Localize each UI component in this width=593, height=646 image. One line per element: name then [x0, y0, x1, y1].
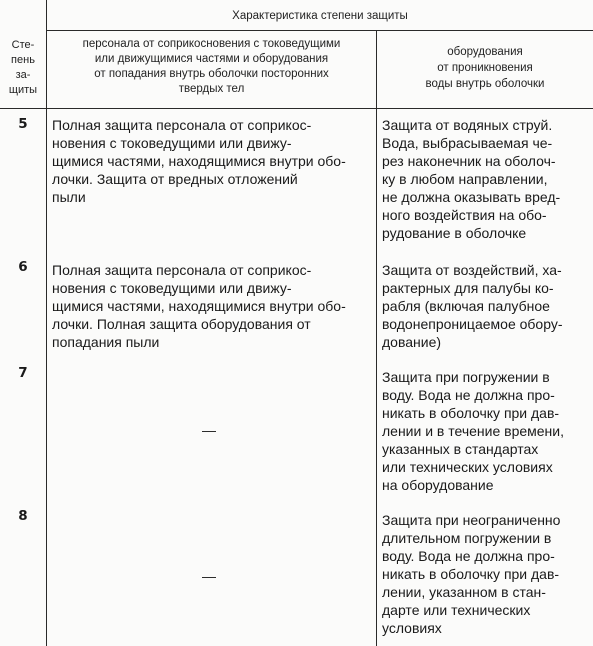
row-personnel-8: — [202, 568, 216, 584]
row-equipment-7: Защита при погружении в воду. Вода не должна про- никать в оболочку при дав- лении и в течение времени, указанных в стандартах или технических условиях на оборудование [382, 369, 564, 493]
column-divider-2 [376, 30, 377, 646]
row-degree-8: 8 [18, 508, 28, 524]
row-personnel-5: Полная защита персонала от соприкос- новения с токоведущими или движу- щимися частями, находящимися внутри обо- лочки. Защита от вредных отложений пыли [52, 117, 346, 205]
row-degree-7: 7 [18, 365, 28, 381]
row-equipment-8: Защита при неограниченно длительном погружении в воду. Вода не должна про- никать в оболочку при дав- лении, указанном в стан- дарте или технических условиях [382, 512, 561, 636]
row-degree-5: 5 [18, 116, 28, 132]
header-group-rule [46, 30, 593, 31]
row-equipment-5: Защита от водяных струй. Вода, выбрасываемая че- рез наконечник на оболоч- ку в любом направлении, не должна оказывать вред- ного воздействия на обо- рудование в оболочке [382, 117, 561, 241]
row-equipment-6: Защита от воздействий, ха- рактерных для палубы ко- рабля (включая палубное водонепроницаемое обору- дование) [382, 262, 563, 350]
header-personnel: персонала от соприкосновения с токоведущими или движущимися частями и оборудования от попадания внутрь оболочки посторонних твердых тел [82, 38, 341, 95]
header-group-title: Характеристика степени защиты [232, 10, 408, 22]
row-personnel-6: Полная защита персонала от соприкос- новения с токоведущими или движу- щимися частями, находящимися внутри обо- лочки. Полная защита оборудования от попадания пыли [52, 262, 346, 350]
row-degree-6: 6 [18, 259, 28, 275]
header-equipment: оборудования от проникновения воды внутрь оболочки [425, 46, 545, 90]
header-degree: Сте- пень за- щиты [8, 39, 38, 96]
row-personnel-7: — [202, 422, 216, 438]
header-bottom-rule [0, 108, 593, 109]
